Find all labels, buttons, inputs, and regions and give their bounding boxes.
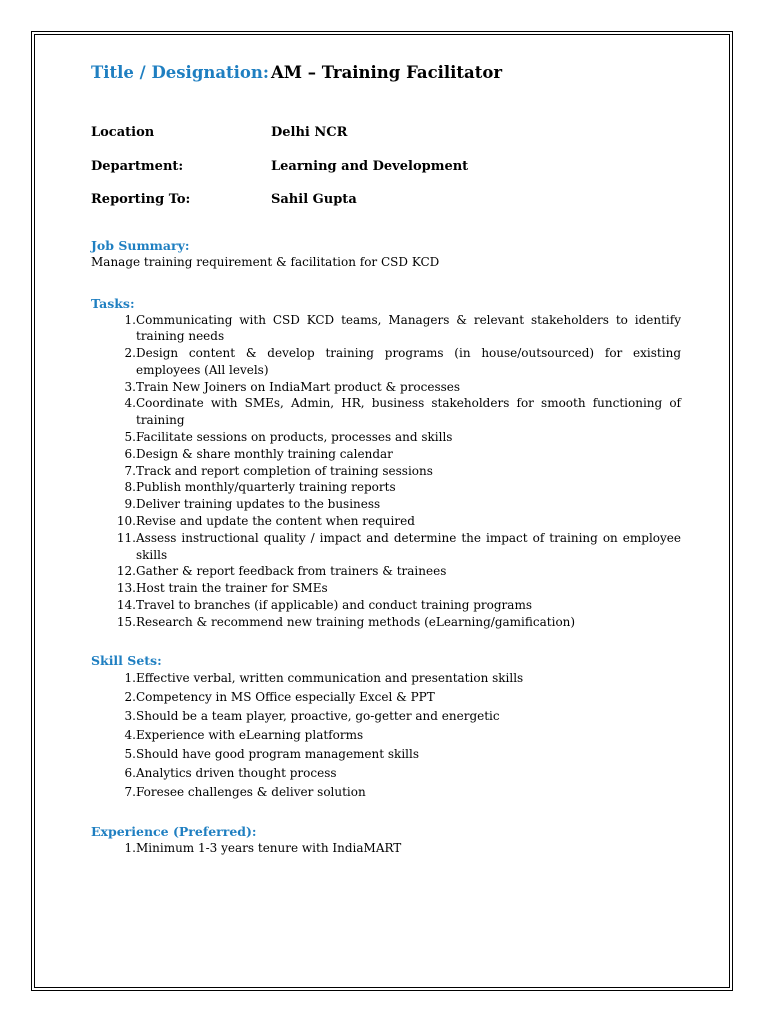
department-label: Department: [91, 158, 184, 174]
skills-section [91, 653, 681, 802]
list-item-text: Should be a team player, proactive, go-getter and energetic [136, 708, 500, 723]
list-item-number: 7. [124, 463, 136, 478]
list-item-text: Design content & develop training programs (in house/outsourced) for existing employees (All levels) [136, 346, 681, 377]
skill-item [91, 745, 681, 764]
task-item [91, 563, 681, 580]
list-item-text: Analytics driven thought process [136, 765, 337, 780]
list-item-number: 3. [124, 708, 136, 723]
skills-list [91, 669, 681, 802]
skill-item [91, 707, 681, 726]
list-item-number: 1. [124, 670, 136, 685]
list-item-number: 4. [124, 396, 136, 411]
list-item-number: 4. [124, 727, 136, 742]
list-item-text: Foresee challenges & deliver solution [136, 784, 366, 799]
list-item-text: Publish monthly/quarterly training reports [136, 480, 396, 495]
experience-list [91, 840, 681, 857]
task-item [91, 312, 681, 346]
reporting-value: Sahil Gupta [271, 192, 357, 207]
list-item-text: Research & recommend new training methods (eLearning/gamification) [136, 614, 576, 629]
job-summary-text: Manage training requirement & facilitation for CSD KCD [91, 254, 440, 269]
title-label: Title / Designation: [91, 63, 270, 82]
skill-item [91, 783, 681, 802]
task-item [91, 446, 681, 463]
task-item [91, 395, 681, 429]
list-item-text: Revise and update the content when required [136, 514, 415, 529]
tasks-heading: Tasks: [91, 295, 135, 311]
title-row [91, 63, 681, 91]
list-item-text: Experience with eLearning platforms [136, 727, 364, 742]
list-item-number: 14. [116, 598, 136, 613]
list-item-number: 8. [124, 480, 136, 495]
list-item-number: 10. [116, 514, 136, 529]
task-item [91, 597, 681, 614]
task-item [91, 496, 681, 513]
task-item [91, 614, 681, 631]
list-item-number: 7. [124, 784, 136, 799]
list-item-text: Communicating with CSD KCD teams, Managers & relevant stakeholders to identify training needs [136, 312, 681, 344]
list-item-number: 6. [124, 765, 136, 780]
task-item [91, 379, 681, 396]
list-item-number: 15. [116, 614, 136, 629]
list-item-text: Facilitate sessions on products, processes and skills [136, 430, 453, 445]
list-item-text: Should have good program management skills [136, 746, 419, 761]
list-item-number: 5. [124, 746, 136, 761]
location-value: Delhi NCR [271, 125, 348, 140]
task-item [91, 463, 681, 480]
info-row-department [91, 159, 681, 193]
list-item-text: Competency in MS Office especially Excel & PPT [136, 689, 435, 704]
title-value: AM – Training Facilitator [271, 63, 503, 82]
list-item-text: Gather & report feedback from trainers & trainees [136, 564, 447, 579]
skill-item [91, 669, 681, 688]
list-item-number: 1. [124, 312, 136, 327]
job-description [91, 63, 681, 856]
list-item-number: 12. [116, 564, 136, 579]
list-item-text: Assess instructional quality / impact and determine the impact of training on employee skills [136, 530, 681, 562]
list-item-number: 9. [124, 497, 136, 512]
list-item-text: Coordinate with SMEs, Admin, HR, business stakeholders for smooth functioning of training [136, 396, 681, 428]
experience-item [91, 840, 681, 857]
job-summary-section [91, 238, 681, 270]
list-item-text: Design & share monthly training calendar [136, 446, 393, 461]
list-item-text: Minimum 1-3 years tenure with IndiaMART [136, 840, 402, 855]
list-item-text: Train New Joiners on IndiaMart product & processes [136, 379, 461, 394]
info-row-reporting [91, 192, 681, 226]
list-item-text: Track and report completion of training sessions [136, 463, 433, 478]
skill-item [91, 764, 681, 783]
task-item [91, 530, 681, 564]
list-item-number: 6. [124, 446, 136, 461]
list-item-text: Travel to branches (if applicable) and conduct training programs [136, 598, 532, 613]
tasks-list [91, 312, 681, 631]
list-item-text: Effective verbal, written communication and presentation skills [136, 670, 524, 685]
info-block [91, 125, 681, 226]
experience-heading: Experience (Preferred): [91, 823, 257, 839]
department-value: Learning and Development [271, 158, 469, 174]
reporting-label: Reporting To: [91, 192, 191, 207]
task-item [91, 345, 681, 379]
list-item-text: Host train the trainer for SMEs [136, 581, 328, 596]
list-item-number: 2. [124, 346, 136, 361]
list-item-number: 3. [124, 379, 136, 394]
list-item-number: 2. [124, 689, 136, 704]
tasks-section [91, 296, 681, 631]
task-item [91, 513, 681, 530]
location-label: Location [91, 125, 155, 140]
list-item-number: 13. [116, 581, 136, 596]
skills-heading: Skill Sets: [91, 652, 162, 668]
skill-item [91, 726, 681, 745]
task-item [91, 429, 681, 446]
list-item-number: 11. [116, 530, 136, 545]
list-item-number: 5. [124, 430, 136, 445]
job-summary-heading: Job Summary: [91, 237, 190, 253]
experience-section [91, 824, 681, 857]
skill-item [91, 688, 681, 707]
info-row-location [91, 125, 681, 159]
task-item [91, 580, 681, 597]
list-item-number: 1. [124, 840, 136, 855]
task-item [91, 479, 681, 496]
list-item-text: Deliver training updates to the business [136, 497, 381, 512]
